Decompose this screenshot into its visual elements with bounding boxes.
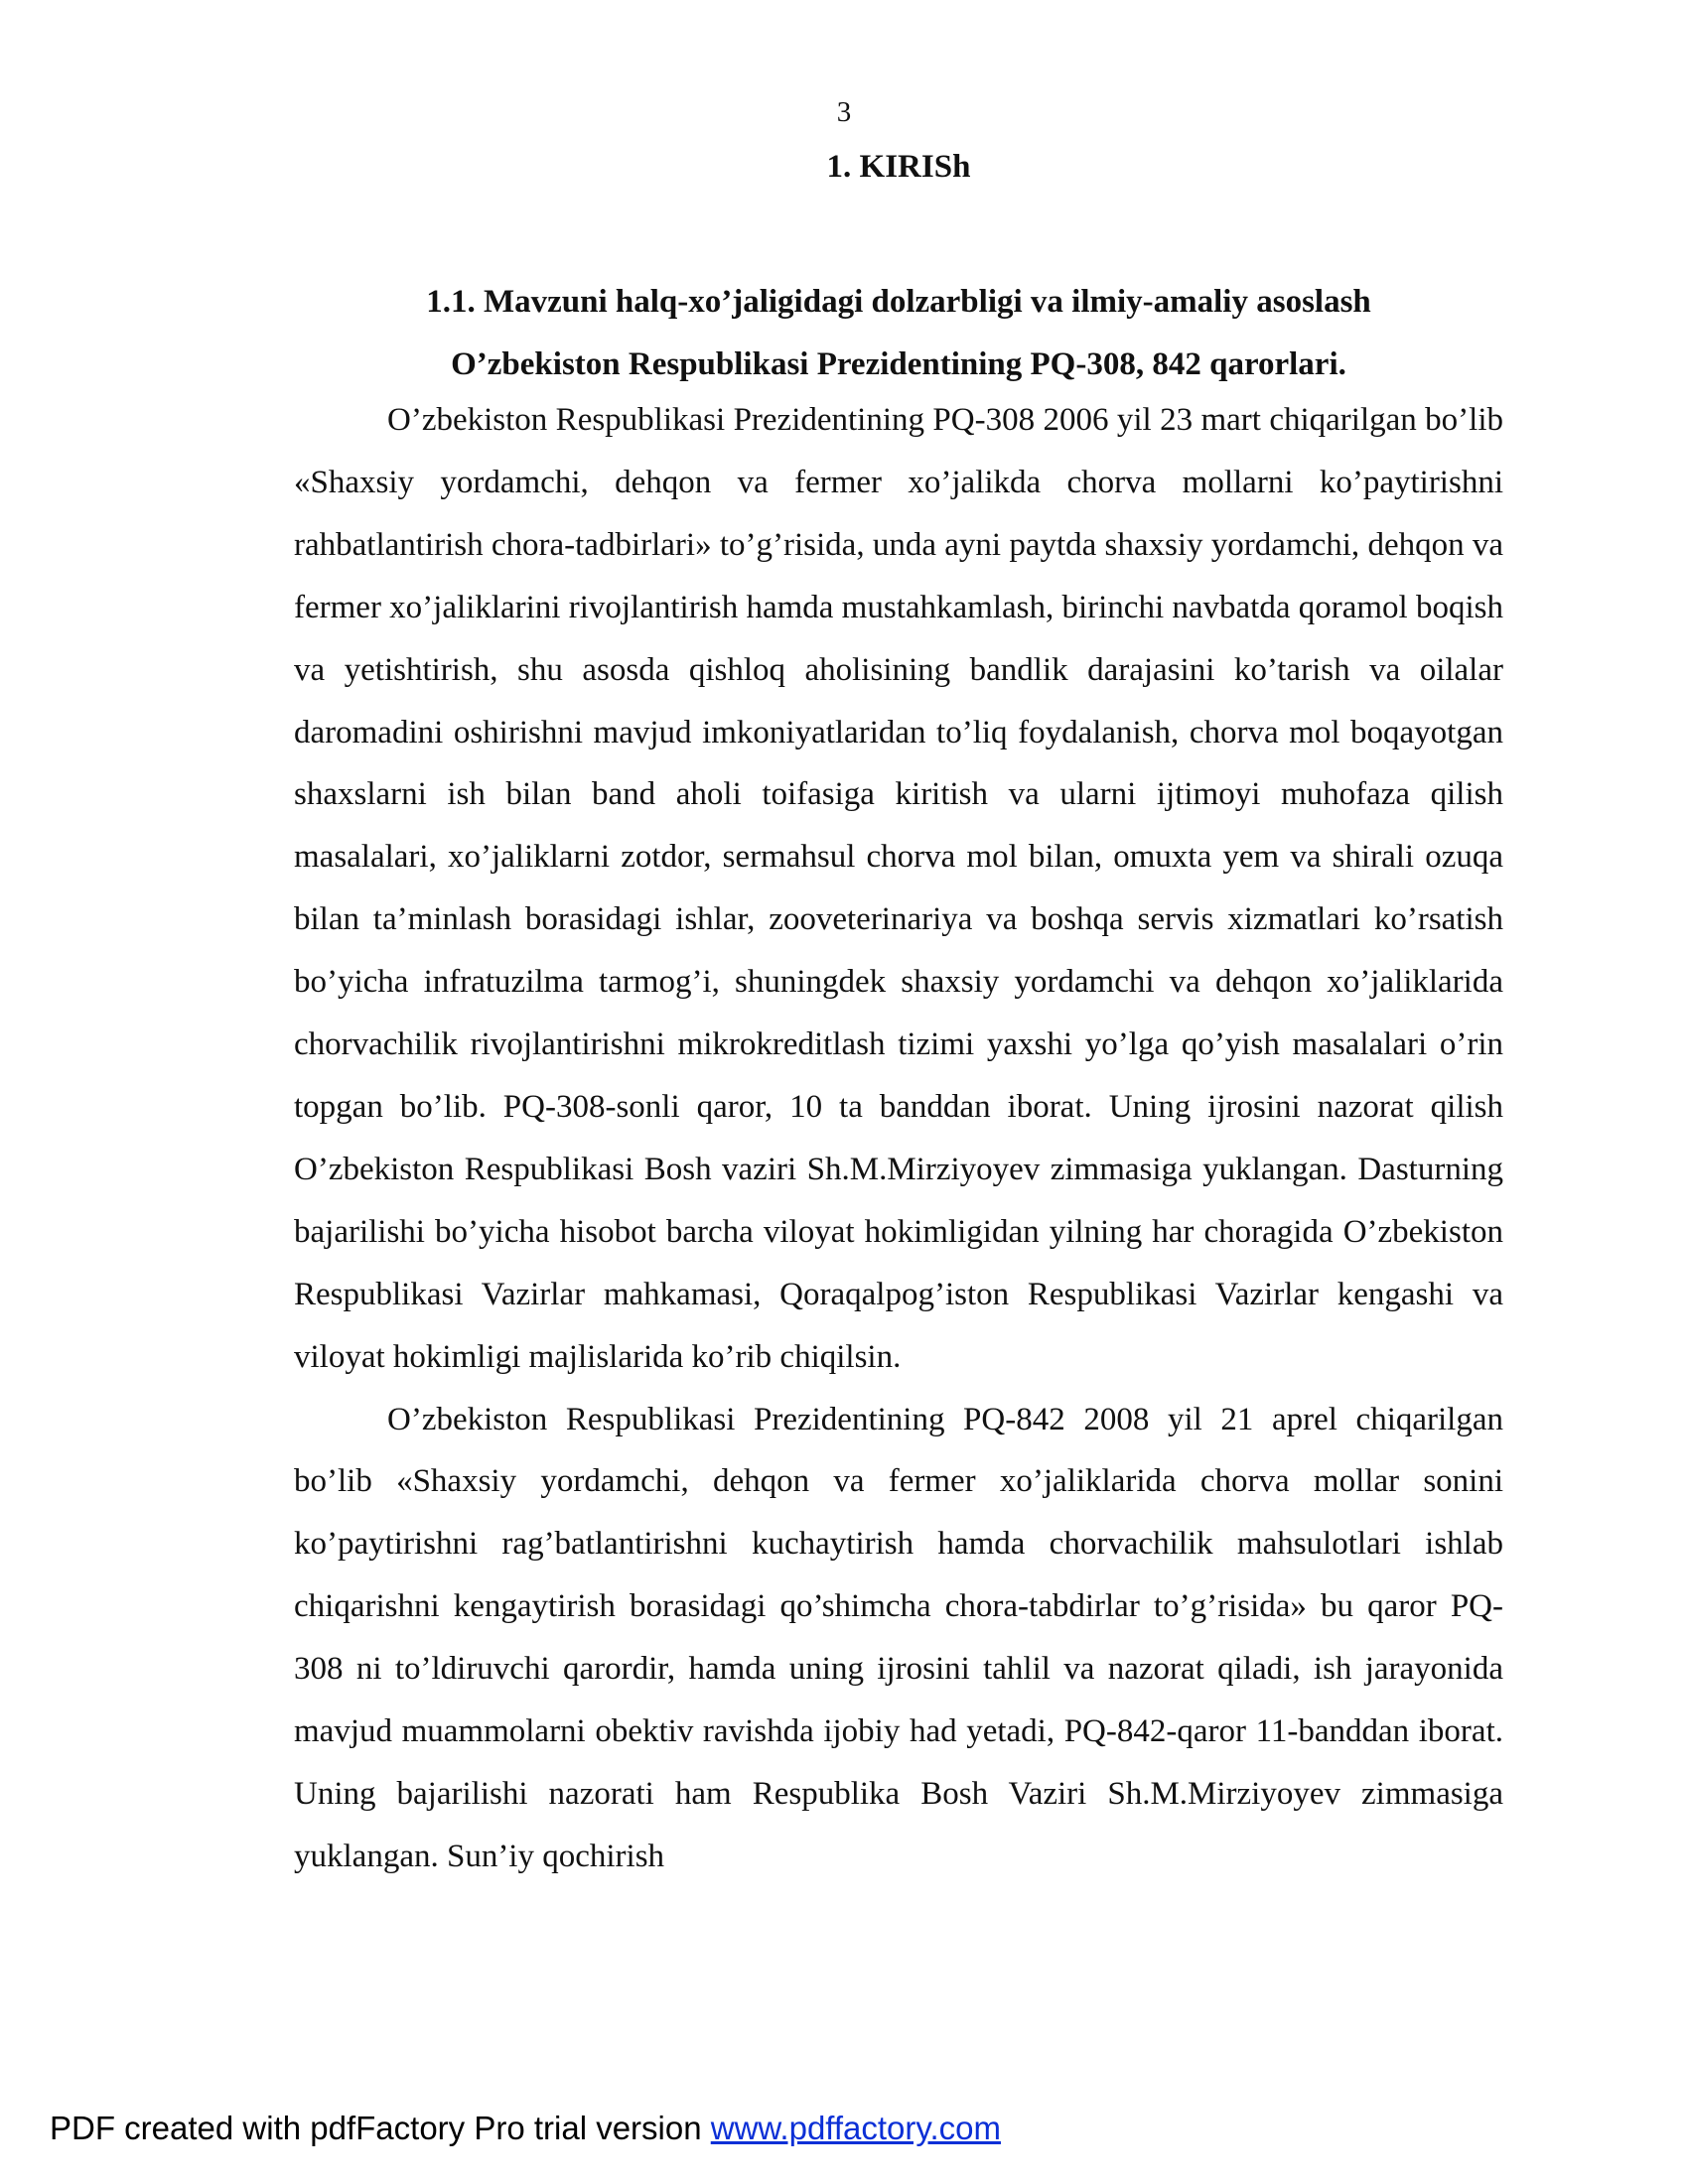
section-heading-line-1: 1.1. Mavzuni halq-xo’jaligidagi dolzarbligi va ilmiy-amaliy asoslash xyxy=(426,284,1371,320)
pdf-watermark xyxy=(50,2109,1001,2148)
watermark-text: PDF created with pdfFactory Pro trial version xyxy=(50,2110,711,2146)
body-text xyxy=(294,389,1503,1888)
chapter-title: 1. KIRISh xyxy=(826,149,971,185)
section-heading-line-2: O’zbekiston Respublikasi Prezidentining PQ-308, 842 qarorlari. xyxy=(451,345,1346,382)
paragraph-2: O’zbekiston Respublikasi Prezidentining PQ-842 2008 yil 21 aprel chiqarilgan bo’lib «Shaxsiy yordamchi, dehqon va fermer xo’jaliklarida chorva mollar sonini ko’paytirishni rag’batlantirishni kuchaytirish hamda chorvachilik mahsulotlari ishlab chiqarishni kengaytirish borasidagi qo’shimcha chora-tabdirlar to’g’risida» bu qaror PQ-308 ni to’ldiruvchi qarordir, hamda uning ijrosini tahlil va nazorat qiladi, ish jarayonida mavjud muammolarni obektiv ravishda ijobiy had yetadi, PQ-842-qaror 11-banddan iborat. Uning bajarilishi nazorati ham Respublika Bosh Vaziri Sh.M.Mirziyoyev zimmasiga yuklangan. Sun’iy qochirish xyxy=(294,1401,1503,1874)
paragraph-1: O’zbekiston Respublikasi Prezidentining PQ-308 2006 yil 23 mart chiqarilgan bo’lib «Shaxsiy yordamchi, dehqon va fermer xo’jalikda chorva mollarni ko’paytirishni rahbatlantirish chora-tadbirlari» to’g’risida, unda ayni paytda shaxsiy yordamchi, dehqon va fermer xo’jaliklarini rivojlantirish hamda mustahkamlash, birinchi navbatda qoramol boqish va yetishtirish, shu asosda qishloq aholisining bandlik darajasini ko’tarish va oilalar daromadini oshirishni mavjud imkoniyatlaridan to’liq foydalanish, chorva mol boqayotgan shaxslarni ish bilan band aholi toifasiga kiritish va ularni ijtimoyi muhofaza qilish masalalari, xo’jaliklarni zotdor, sermahsul chorva mol bilan, omuxta yem va shirali ozuqa bilan ta’minlash borasidagi ishlar, zooveterinariya va boshqa servis xizmatlari ko’rsatish bo’yicha infratuzilma tarmog’i, shuningdek shaxsiy yordamchi va dehqon xo’jaliklarida chorvachilik rivojlantirishni mikrokreditlash tizimi yaxshi yo’lga qo’yish masalalari o’rin topgan bo’lib. PQ-308-sonli qaror, 10 ta banddan iborat. Uning ijrosini nazorat qilish O’zbekiston Respublikasi Bosh vaziri Sh.M.Mirziyoyev zimmasiga yuklangan. Dasturning bajarilishi bo’yicha hisobot barcha viloyat hokimligidan yilning har choragida O’zbekiston Respublikasi Vazirlar mahkamasi, Qoraqalpog’iston Respublikasi Vazirlar kengashi va viloyat hokimligi majlislarida ko’rib chiqilsin. xyxy=(294,402,1503,1375)
page-number: 3 xyxy=(836,96,852,128)
section-heading xyxy=(298,271,1499,396)
watermark-link[interactable]: www.pdffactory.com xyxy=(710,2110,1001,2146)
